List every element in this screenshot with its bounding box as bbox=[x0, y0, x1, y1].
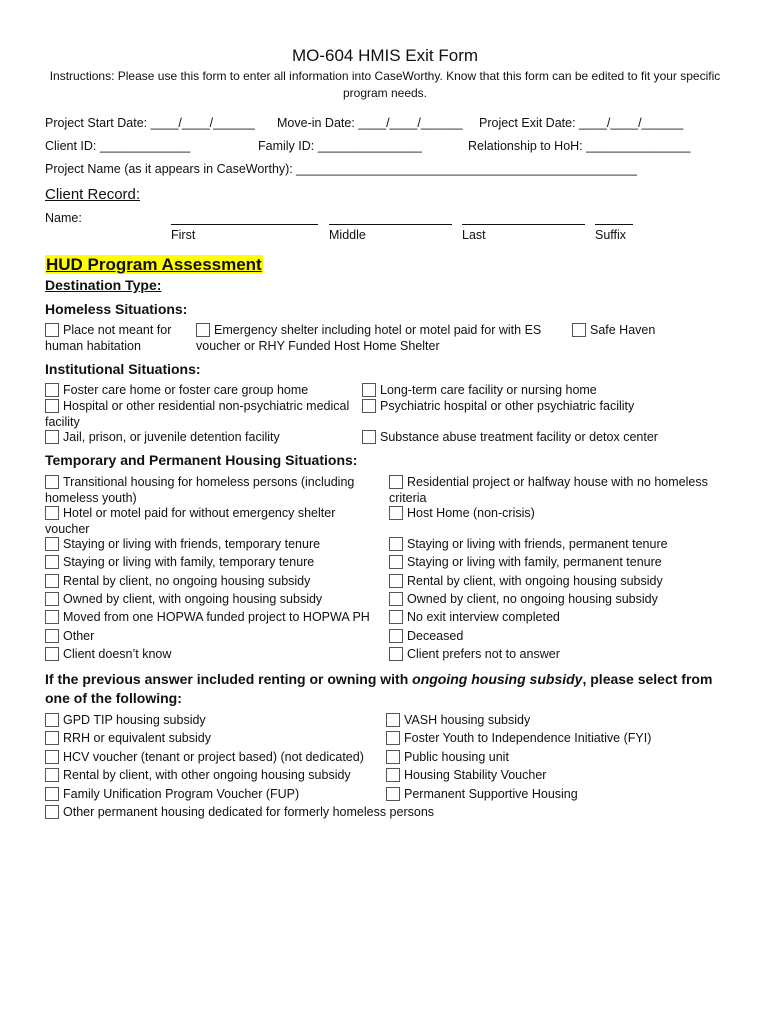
relationship-to-hoh-field[interactable]: Relationship to HoH: _______________ bbox=[468, 139, 691, 153]
option-label: Staying or living with family, permanent tenure bbox=[407, 555, 662, 569]
option-label: VASH housing subsidy bbox=[404, 713, 531, 727]
option-label: Rental by client, with ongoing housing subsidy bbox=[407, 574, 663, 588]
last-name-line[interactable] bbox=[462, 224, 585, 225]
option-label: Long-term care facility or nursing home bbox=[380, 383, 597, 397]
option-label: Owned by client, with ongoing housing subsidy bbox=[63, 592, 323, 606]
checkbox[interactable] bbox=[389, 506, 403, 520]
option-client-doesnt-know[interactable] bbox=[45, 647, 380, 663]
option-public-housing[interactable] bbox=[386, 750, 726, 766]
option-label: Psychiatric hospital or other psychiatric facility bbox=[380, 399, 635, 413]
option-label: Housing Stability Voucher bbox=[404, 768, 547, 782]
project-name-field[interactable]: Project Name (as it appears in CaseWorthy): _________________________________________________ bbox=[45, 162, 637, 176]
option-no-exit-interview[interactable] bbox=[389, 610, 729, 626]
option-hotel-motel[interactable] bbox=[45, 506, 365, 537]
middle-name-line[interactable] bbox=[329, 224, 452, 225]
family-id-field[interactable]: Family ID: _______________ bbox=[258, 139, 423, 153]
checkbox[interactable] bbox=[45, 805, 59, 819]
option-foster-care[interactable] bbox=[45, 383, 365, 399]
option-transitional-housing[interactable] bbox=[45, 475, 380, 506]
option-label: Client prefers not to answer bbox=[407, 647, 560, 661]
option-friends-temporary[interactable] bbox=[45, 537, 380, 553]
option-label: Moved from one HOPWA funded project to HOPWA PH bbox=[63, 610, 370, 624]
first-name-label: First bbox=[171, 228, 196, 242]
checkbox[interactable] bbox=[45, 731, 59, 745]
option-label: Staying or living with family, temporary tenure bbox=[63, 555, 315, 569]
last-name-label: Last bbox=[462, 228, 486, 242]
option-label: Rental by client, no ongoing housing subsidy bbox=[63, 574, 311, 588]
checkbox[interactable] bbox=[45, 592, 59, 606]
option-label: Rental by client, with other ongoing housing subsidy bbox=[63, 768, 351, 782]
checkbox[interactable] bbox=[45, 787, 59, 801]
checkbox[interactable] bbox=[389, 555, 403, 569]
option-fup[interactable] bbox=[45, 787, 380, 803]
option-emergency-shelter[interactable] bbox=[196, 323, 561, 354]
checkbox[interactable] bbox=[389, 629, 403, 643]
option-label: Foster Youth to Independence Initiative (FYI) bbox=[404, 731, 652, 745]
option-label: Hotel or motel paid for without emergency shelter voucher bbox=[45, 506, 336, 536]
instructions: Instructions: Please use this form to enter all information into CaseWorthy. Know that this form can be edited to fit your specific program needs. bbox=[49, 69, 721, 100]
checkbox[interactable] bbox=[45, 537, 59, 551]
first-name-line[interactable] bbox=[171, 224, 318, 225]
option-label: GPD TIP housing subsidy bbox=[63, 713, 206, 727]
subsidy-question-text-end: , please select from one of the following: bbox=[45, 671, 713, 706]
option-substance-abuse[interactable] bbox=[362, 430, 692, 446]
option-label: Client doesn’t know bbox=[63, 647, 172, 661]
option-family-permanent[interactable] bbox=[389, 555, 729, 571]
option-label: Other bbox=[63, 629, 95, 643]
option-label: Substance abuse treatment facility or detox center bbox=[380, 430, 658, 444]
checkbox[interactable] bbox=[362, 399, 376, 413]
option-hopwa[interactable] bbox=[45, 610, 385, 626]
option-label: Other permanent housing dedicated for formerly homeless persons bbox=[63, 805, 435, 819]
homeless-situations-heading: Homeless Situations: bbox=[45, 301, 188, 317]
checkbox[interactable] bbox=[386, 731, 400, 745]
option-long-term-care[interactable] bbox=[362, 383, 692, 399]
client-record-heading: Client Record: bbox=[45, 186, 141, 203]
option-residential-project[interactable] bbox=[389, 475, 729, 506]
checkbox[interactable] bbox=[45, 647, 59, 661]
option-place-not-meant[interactable] bbox=[45, 323, 185, 354]
option-label: Deceased bbox=[407, 629, 464, 643]
option-label: Owned by client, no ongoing housing subsidy bbox=[407, 592, 658, 606]
suffix-label: Suffix bbox=[595, 228, 627, 242]
project-start-date-field[interactable]: Project Start Date: ____/____/______ bbox=[45, 116, 255, 130]
option-family-temporary[interactable] bbox=[45, 555, 380, 571]
option-safe-haven[interactable] bbox=[572, 323, 722, 339]
option-prefers-not-to-answer[interactable] bbox=[389, 647, 729, 663]
option-owned-no-subsidy[interactable] bbox=[389, 592, 729, 608]
option-label: Family Unification Program Voucher (FUP) bbox=[63, 787, 300, 801]
checkbox[interactable] bbox=[45, 555, 59, 569]
option-owned-with-subsidy[interactable] bbox=[45, 592, 380, 608]
option-psychiatric-hospital[interactable] bbox=[362, 399, 692, 415]
option-fyi[interactable] bbox=[386, 731, 726, 747]
checkbox[interactable] bbox=[45, 323, 59, 337]
option-label: Transitional housing for homeless persons (including homeless youth) bbox=[45, 475, 355, 505]
option-friends-permanent[interactable] bbox=[389, 537, 729, 553]
option-vash[interactable] bbox=[386, 713, 726, 729]
option-hospital-non-psych[interactable] bbox=[45, 399, 363, 430]
option-label: Place not meant for human habitation bbox=[45, 323, 172, 353]
option-label: RRH or equivalent subsidy bbox=[63, 731, 211, 745]
assessment-heading-text: HUD Program Assessment bbox=[46, 255, 262, 274]
checkbox[interactable] bbox=[45, 750, 59, 764]
option-label: Jail, prison, or juvenile detention facility bbox=[63, 430, 280, 444]
temporary-housing-heading: Temporary and Permanent Housing Situations: bbox=[45, 452, 358, 468]
checkbox[interactable] bbox=[45, 399, 59, 413]
destination-type-heading: Destination Type: bbox=[45, 277, 162, 293]
checkbox[interactable] bbox=[45, 768, 59, 782]
option-label: HCV voucher (tenant or project based) (not dedicated) bbox=[63, 750, 364, 764]
option-host-home[interactable] bbox=[389, 506, 729, 522]
checkbox[interactable] bbox=[362, 383, 376, 397]
checkbox[interactable] bbox=[45, 475, 59, 489]
checkbox[interactable] bbox=[572, 323, 586, 337]
form-title: MO-604 HMIS Exit Form bbox=[291, 46, 479, 65]
checkbox[interactable] bbox=[362, 430, 376, 444]
subsidy-question-text: If the previous answer included renting or owning with bbox=[45, 671, 413, 687]
checkbox[interactable] bbox=[389, 647, 403, 661]
option-label: Hospital or other residential non-psychiatric medical facility bbox=[45, 399, 350, 429]
option-label: Foster care home or foster care group home bbox=[63, 383, 309, 397]
checkbox[interactable] bbox=[45, 574, 59, 588]
move-in-date-field[interactable]: Move-in Date: ____/____/______ bbox=[277, 116, 463, 130]
checkbox[interactable] bbox=[45, 713, 59, 727]
middle-name-label: Middle bbox=[329, 228, 366, 242]
option-label: Staying or living with friends, temporary tenure bbox=[63, 537, 321, 551]
option-label: Emergency shelter including hotel or motel paid for with ES voucher or RHY Funded Host Home Shelter bbox=[196, 323, 542, 353]
suffix-line[interactable] bbox=[595, 224, 633, 225]
project-exit-date-field[interactable]: Project Exit Date: ____/____/______ bbox=[479, 116, 684, 130]
option-label: Staying or living with friends, permanent tenure bbox=[407, 537, 668, 551]
option-label: Public housing unit bbox=[404, 750, 509, 764]
option-permanent-supportive-housing[interactable] bbox=[386, 787, 726, 803]
subsidy-question-emphasis: ongoing housing subsidy bbox=[412, 671, 583, 687]
option-label: Host Home (non-crisis) bbox=[407, 506, 535, 520]
checkbox[interactable] bbox=[45, 383, 59, 397]
option-rental-with-subsidy[interactable] bbox=[389, 574, 729, 590]
subsidy-question bbox=[45, 670, 735, 708]
assessment-heading bbox=[45, 255, 263, 275]
option-gpd-tip[interactable] bbox=[45, 713, 380, 729]
checkbox[interactable] bbox=[45, 430, 59, 444]
checkbox[interactable] bbox=[45, 506, 59, 520]
checkbox[interactable] bbox=[386, 750, 400, 764]
checkbox[interactable] bbox=[196, 323, 210, 337]
option-label: Permanent Supportive Housing bbox=[404, 787, 578, 801]
option-deceased[interactable] bbox=[389, 629, 729, 645]
option-hcv-voucher[interactable] bbox=[45, 750, 385, 766]
checkbox[interactable] bbox=[389, 610, 403, 624]
option-label: No exit interview completed bbox=[407, 610, 560, 624]
option-rrh[interactable] bbox=[45, 731, 380, 747]
checkbox[interactable] bbox=[386, 713, 400, 727]
checkbox[interactable] bbox=[45, 629, 59, 643]
checkbox[interactable] bbox=[389, 537, 403, 551]
option-label: Safe Haven bbox=[590, 323, 656, 337]
checkbox[interactable] bbox=[386, 768, 400, 782]
checkbox[interactable] bbox=[389, 592, 403, 606]
option-other-permanent-housing[interactable] bbox=[45, 805, 485, 821]
client-id-field[interactable]: Client ID: _____________ bbox=[45, 139, 191, 153]
checkbox[interactable] bbox=[389, 574, 403, 588]
option-rental-other-subsidy[interactable] bbox=[45, 768, 380, 784]
option-jail-prison[interactable] bbox=[45, 430, 365, 446]
name-label: Name: bbox=[45, 211, 82, 225]
option-housing-stability-voucher[interactable] bbox=[386, 768, 726, 784]
option-other[interactable] bbox=[45, 629, 380, 645]
option-rental-no-subsidy[interactable] bbox=[45, 574, 380, 590]
option-label: Residential project or halfway house with no homeless criteria bbox=[389, 475, 708, 505]
institutional-situations-heading: Institutional Situations: bbox=[45, 361, 201, 377]
checkbox[interactable] bbox=[45, 610, 59, 624]
checkbox[interactable] bbox=[389, 475, 403, 489]
checkbox[interactable] bbox=[386, 787, 400, 801]
